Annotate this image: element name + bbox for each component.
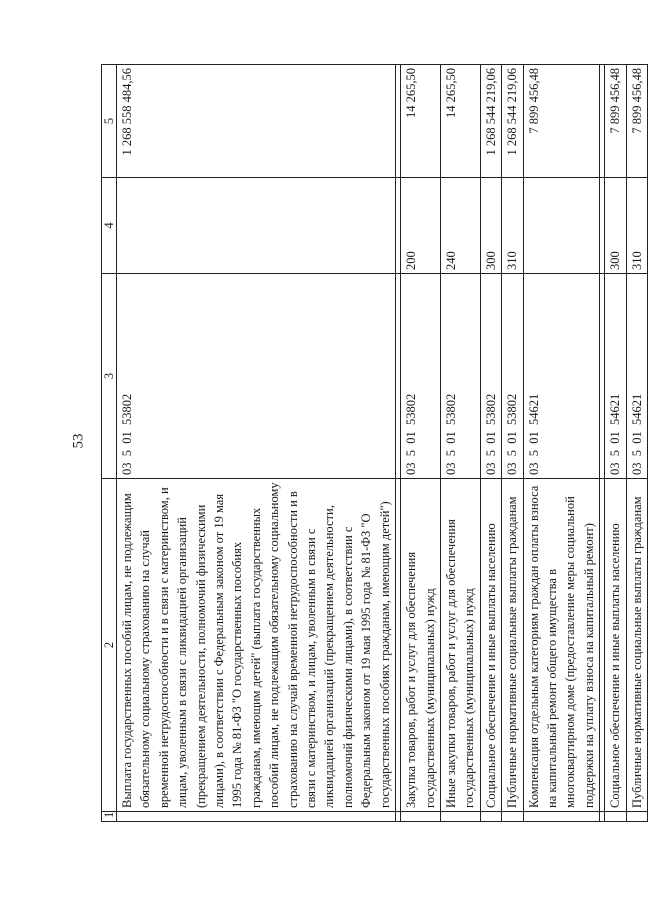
row-number-cell [401, 812, 441, 822]
table-row [480, 65, 501, 822]
amount: 14 265,50 [401, 65, 441, 178]
target-code: 03 5 01 54621 [626, 274, 647, 479]
target-code: 03 5 01 54621 [605, 274, 626, 479]
target-code: 03 5 01 53802 [502, 274, 523, 479]
target-code: 03 5 01 53802 [117, 274, 396, 479]
header-row [102, 65, 117, 822]
row-number-cell [440, 812, 480, 822]
item-name: Компенсация отдельным категориям граждан оплаты взноса на капитальный ремонт общего имущества в многоквартирном доме (предоставление меры социальной поддержки на уплату взноса на капитальный ремонт) [523, 479, 600, 812]
amount: 7 899 456,48 [523, 65, 600, 178]
row-number-cell [523, 812, 600, 822]
header-col-3: 3 [102, 274, 117, 479]
header-col-1: 1 [102, 812, 117, 822]
amount: 7 899 456,48 [626, 65, 647, 178]
header-col-4: 4 [102, 178, 117, 274]
target-code: 03 5 01 53802 [440, 274, 480, 479]
item-name: Публичные нормативные социальные выплаты гражданам [502, 479, 523, 812]
target-code: 03 5 01 53802 [401, 274, 441, 479]
target-code: 03 5 01 53802 [480, 274, 501, 479]
item-name: Социальное обеспечение и иные выплаты населению [480, 479, 501, 812]
table-row [605, 65, 626, 822]
amount: 1 268 558 484,56 [117, 65, 396, 178]
item-name: Закупка товаров, работ и услуг для обеспечения государственных (муниципальных) нужд [401, 479, 441, 812]
expense-type: 310 [626, 178, 647, 274]
expense-type: 200 [401, 178, 441, 274]
amount: 1 268 544 219,06 [480, 65, 501, 178]
table-row [502, 65, 523, 822]
expense-type: 300 [480, 178, 501, 274]
expense-type [523, 178, 600, 274]
row-number-cell [117, 812, 396, 822]
table-row [440, 65, 480, 822]
table-row [401, 65, 441, 822]
item-name: Публичные нормативные социальные выплаты гражданам [626, 479, 647, 812]
expense-type: 310 [502, 178, 523, 274]
amount: 14 265,50 [440, 65, 480, 178]
item-name: Иные закупки товаров, работ и услуг для обеспечения государственных (муниципальных) нужд [440, 479, 480, 812]
amount: 1 268 544 219,06 [502, 65, 523, 178]
header-col-2: 2 [102, 479, 117, 812]
expense-type: 300 [605, 178, 626, 274]
item-name: Выплата государственных пособий лицам, не подлежащим обязательному социальному страхованию на случай временной нетрудоспособности и в связи с материнством, и лицам, уволенным в связи с ликвидацией организаций (прекращением деятельности, полномочий физическими лицами), в соответствии с Федеральным законом от 19 мая 1995 года № 81-ФЗ "О государственных пособиях гражданам, имеющим детей" (выплата государственных пособий лицам, не подлежащим обязательному социальному страхованию на случай временной нетрудоспособности и в связи с материнством, и лицам, уволенным в связи с ликвидацией организаций (прекращением деятельности, полномочий физическими лицами), в соответствии с Федеральным законом от 19 мая 1995 года № 81-ФЗ "О государственных пособиях гражданам, имеющим детей") [117, 479, 396, 812]
table-row [626, 65, 647, 822]
row-number-cell [605, 812, 626, 822]
page-number: 53 [70, 433, 87, 449]
budget-table [101, 64, 648, 822]
item-name: Социальное обеспечение и иные выплаты населению [605, 479, 626, 812]
row-number-cell [626, 812, 647, 822]
row-number-cell [502, 812, 523, 822]
table-row [117, 65, 396, 822]
header-col-5: 5 [102, 65, 117, 178]
table-row [523, 65, 600, 822]
row-number-cell [480, 812, 501, 822]
amount: 7 899 456,48 [605, 65, 626, 178]
expense-type [117, 178, 396, 274]
budget-table-rotated [101, 65, 644, 822]
expense-type: 240 [440, 178, 480, 274]
target-code: 03 5 01 54621 [523, 274, 600, 479]
